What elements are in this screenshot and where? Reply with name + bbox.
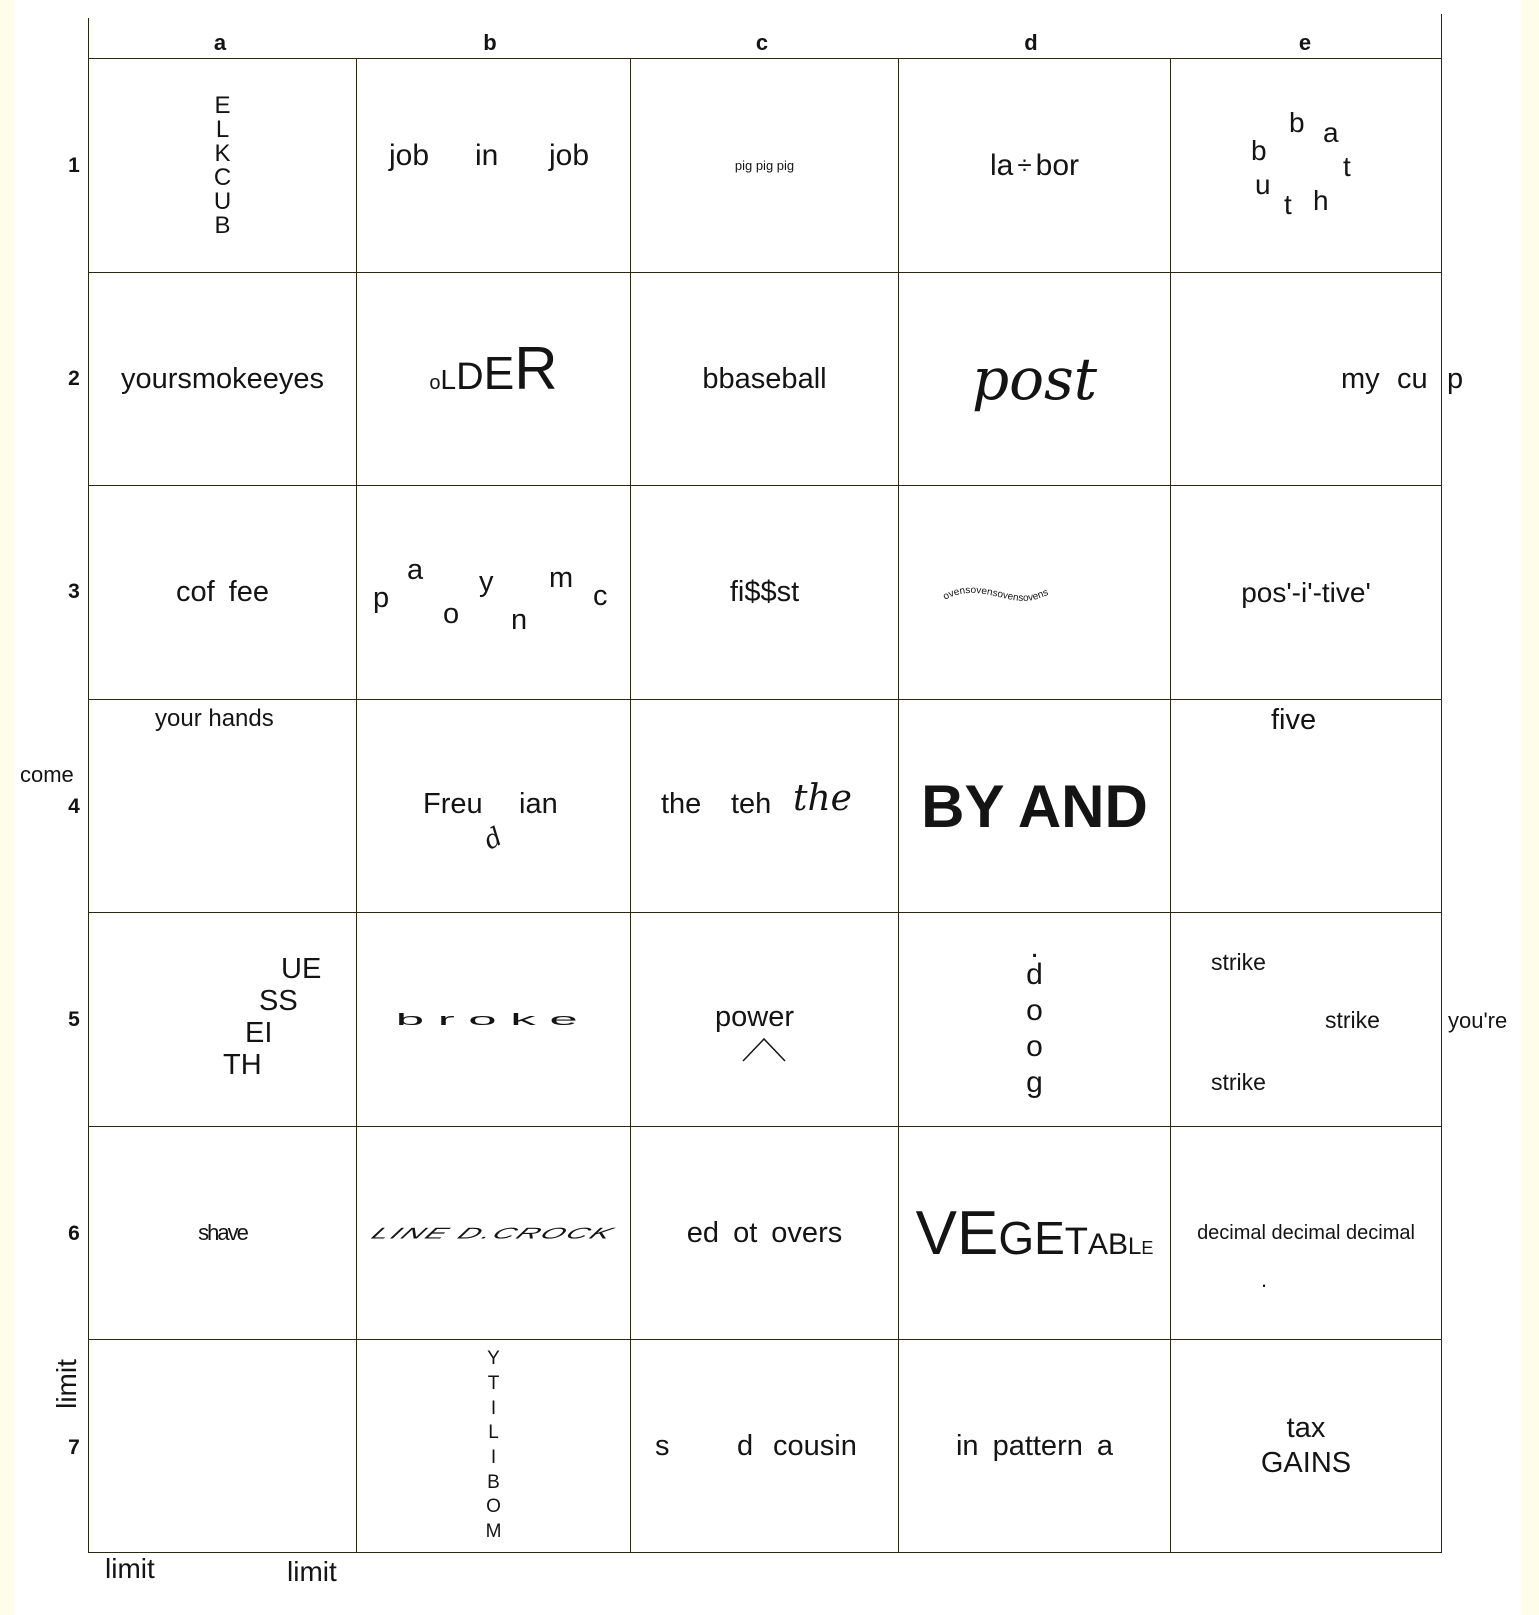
cell-b4 [357, 700, 630, 912]
line: UE [281, 953, 322, 985]
part: L [1128, 1232, 1142, 1260]
wavy-text-path: ovensovensovensovens [940, 584, 1050, 604]
letter: K [214, 139, 231, 167]
letter: O [486, 1496, 501, 1518]
cell-c4 [631, 700, 898, 912]
cell-b2 [357, 273, 630, 485]
line: tax [1286, 1412, 1326, 1445]
letter: C [213, 163, 232, 191]
cell-e6 [1171, 1127, 1441, 1339]
word: d [737, 1430, 754, 1462]
cell-a1 [89, 59, 356, 272]
letter: B [214, 211, 231, 239]
cell-c3-text: fi$$st [729, 576, 800, 608]
cell-e4-text: five [1271, 704, 1317, 736]
letter: E [483, 347, 515, 399]
strike-3: strike [1211, 1069, 1266, 1095]
strike-2: strike [1325, 1007, 1380, 1033]
stray-dot: . [1261, 1267, 1268, 1292]
strike-1: strike [1211, 949, 1266, 975]
cell-e4 [1171, 700, 1441, 912]
cell-e7-stack [1261, 1411, 1351, 1481]
letter: o [1026, 1029, 1043, 1063]
column-header-e: e [1298, 30, 1312, 55]
cell-e3 [1171, 486, 1441, 699]
letter: o [443, 598, 460, 630]
cell-d7 [899, 1340, 1170, 1552]
letter: M [485, 1521, 502, 1543]
letter: t [1284, 189, 1292, 220]
word: cu [1397, 363, 1428, 395]
letter: h [1313, 185, 1329, 216]
cell-d5 [899, 913, 1170, 1126]
letter: b [1289, 107, 1305, 138]
label-limit-left: limit [50, 1359, 82, 1409]
letter: I [490, 1447, 497, 1468]
letter: E [214, 91, 231, 119]
cell-a5 [89, 913, 356, 1126]
cell-c5-text: power [715, 1001, 794, 1033]
letter: a [407, 554, 424, 586]
word: cousin [773, 1430, 857, 1462]
cell-b3 [357, 486, 630, 699]
cell-a4 [89, 700, 356, 912]
row-header-5: 5 [68, 1008, 80, 1031]
cell-c5 [631, 913, 898, 1126]
word: job [389, 139, 430, 172]
word: teh [731, 788, 772, 820]
column-header-c: c [755, 30, 769, 55]
row-header-7: 7 [68, 1436, 80, 1459]
cell-a1-stack [213, 91, 232, 239]
cell-d7-text: in pattern a [955, 1429, 1114, 1462]
cell-d1-left: la [990, 148, 1014, 182]
part: E [1141, 1237, 1154, 1258]
cell-d1-right: bor [1035, 148, 1079, 182]
cell-e7 [1171, 1340, 1441, 1552]
part: T [1064, 1220, 1088, 1263]
letter: a [1323, 117, 1339, 148]
letter: n [511, 604, 528, 636]
letter: c [593, 580, 608, 612]
cell-d5-stack [1026, 930, 1043, 1101]
row-header-3: 3 [68, 580, 80, 603]
letter: d [1026, 957, 1043, 991]
cell-a6-text: shave [198, 1220, 247, 1245]
grid-left-tick [88, 18, 89, 58]
line: GAINS [1260, 1447, 1352, 1479]
cell-b1 [357, 59, 630, 272]
column-header-a: a [213, 30, 227, 55]
letter: g [1026, 1065, 1043, 1099]
part: GE [998, 1211, 1065, 1264]
word: cof [175, 576, 215, 608]
cell-c2-text: bbaseball [702, 362, 827, 395]
tilted-d: d [478, 821, 508, 857]
word: s [655, 1430, 670, 1462]
divide-symbol: ÷ [1017, 150, 1032, 180]
cell-e6-text: decimal decimal decimal [1197, 1221, 1415, 1244]
cell-b5-stretched-text: broke [395, 1010, 592, 1029]
cell-d4-text: BY AND [921, 772, 1148, 840]
letter: L [440, 364, 457, 395]
label-you-re: you're [1448, 1008, 1508, 1033]
letter: o [429, 372, 441, 394]
wavy-text-svg [940, 568, 1130, 618]
cell-c6 [631, 1127, 898, 1339]
row-header-2: 2 [68, 367, 80, 390]
word: my [1341, 363, 1380, 395]
cell-d1 [899, 59, 1170, 272]
row-header-4: 4 [68, 795, 80, 818]
cell-e5 [1171, 913, 1441, 1126]
cell-b6 [357, 1127, 630, 1339]
cell-b6-text: LINE D.CROCK [367, 1223, 621, 1242]
letter: Y [487, 1348, 500, 1370]
letter: L [488, 1422, 499, 1444]
caret-icon [741, 1035, 787, 1063]
column-header-d: d [1024, 30, 1038, 55]
word: p [1447, 363, 1464, 395]
word: in [475, 139, 499, 172]
letter: R [514, 335, 558, 402]
dot: . [1030, 930, 1039, 964]
line: TH [223, 1049, 262, 1081]
label-limit-bottom-2: limit [287, 1556, 337, 1587]
letter: t [1343, 151, 1351, 182]
cell-b7-stack [486, 1347, 502, 1545]
row-header-6: 6 [68, 1222, 80, 1245]
cell-a7 [89, 1340, 356, 1552]
cell-d4 [899, 700, 1170, 912]
grid-hline [88, 1552, 1442, 1553]
row-header-1: 1 [68, 154, 80, 177]
cell-b7 [357, 1340, 630, 1552]
label-come: come [20, 762, 74, 787]
cell-d3 [899, 486, 1170, 699]
word: the [661, 788, 702, 820]
cell-c6-text: ed ot overs [686, 1216, 843, 1249]
handwritten-word: the [793, 778, 852, 819]
letter: D [456, 356, 484, 398]
cell-c1-text: pig pig pig [734, 158, 795, 173]
letter: B [487, 1471, 500, 1493]
letter: p [373, 582, 390, 614]
cell-a2 [89, 273, 356, 485]
cell-c1 [631, 59, 898, 272]
letter: m [549, 562, 574, 594]
label-limit-bottom-1: limit [105, 1553, 155, 1584]
letter: b [1251, 135, 1267, 166]
letter: U [213, 187, 232, 215]
letter: L [215, 115, 230, 143]
letter: T [487, 1372, 500, 1394]
cell-c3 [631, 486, 898, 699]
older-word [429, 334, 557, 403]
letter: o [1026, 993, 1043, 1027]
cell-e1 [1171, 59, 1441, 272]
grid-right-tick [1441, 14, 1442, 58]
cell-e3-text: pos'-i'-tive' [1241, 576, 1371, 608]
word: fee [228, 576, 269, 608]
word: ian [519, 788, 558, 820]
letter: I [490, 1397, 497, 1419]
cell-a4-text: your hands [155, 705, 274, 732]
cell-d2 [899, 273, 1170, 485]
letter: y [479, 566, 494, 598]
wavy-text [941, 584, 1050, 603]
cell-b5 [357, 913, 630, 1126]
vegetable-word [916, 1198, 1154, 1269]
part: VE [915, 1198, 999, 1268]
cell-c7 [631, 1340, 898, 1552]
word: Freu [423, 788, 483, 820]
cell-a6 [89, 1127, 356, 1339]
cell-c2 [631, 273, 898, 485]
letter: u [1255, 169, 1271, 200]
cell-d2-cursive-text: post [971, 345, 1098, 413]
part: AB [1088, 1227, 1129, 1261]
cell-d6 [899, 1127, 1170, 1339]
line: SS [259, 985, 298, 1017]
cell-a2-text: yoursmokeeyes [120, 362, 325, 395]
cell-a3 [89, 486, 356, 699]
grid-vline [1441, 58, 1442, 1553]
column-header-b: b [483, 30, 497, 55]
word: job [549, 139, 590, 172]
cell-e2 [1171, 273, 1464, 485]
line: EI [245, 1017, 273, 1049]
